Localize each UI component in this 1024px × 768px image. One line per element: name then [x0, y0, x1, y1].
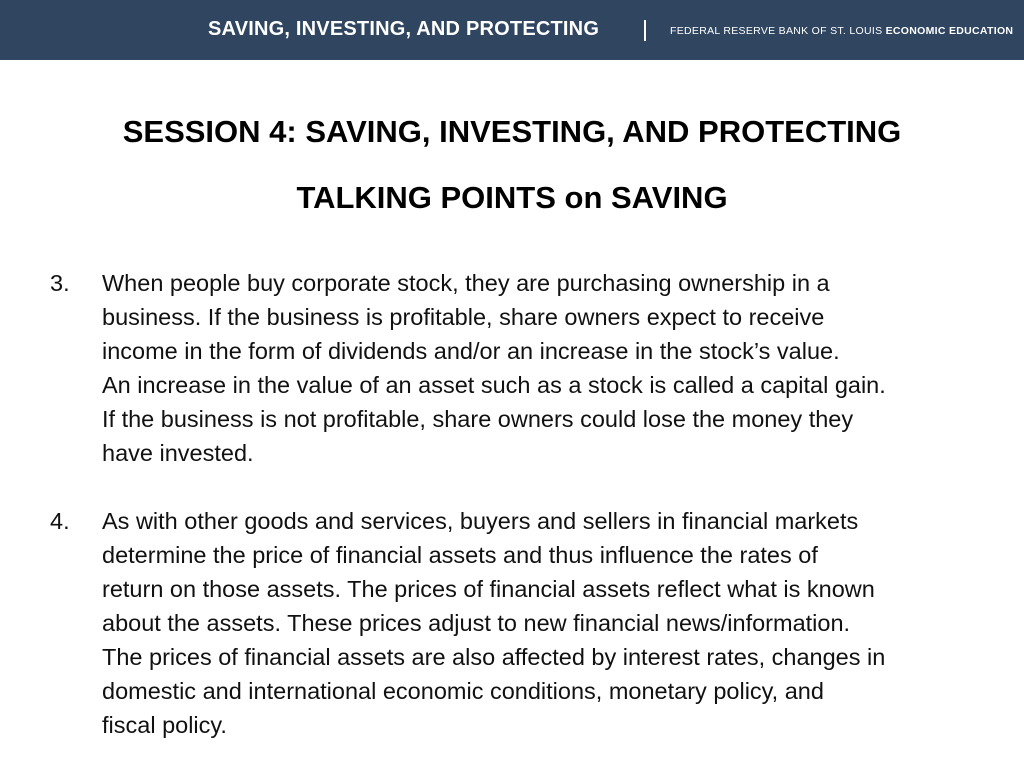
- talking-point-text: [102, 266, 970, 470]
- talking-point: [50, 504, 970, 742]
- text-line: When people buy corporate stock, they are purchasing ownership in a: [102, 270, 830, 296]
- text-line: domestic and international economic conditions, monetary policy, and: [102, 678, 824, 704]
- text-line: As with other goods and services, buyers and sellers in financial markets: [102, 508, 859, 534]
- text-line: determine the price of financial assets and thus influence the rates of: [102, 542, 818, 568]
- text-line: fiscal policy.: [102, 712, 227, 738]
- header-organization: [670, 25, 1013, 37]
- text-line: income in the form of dividends and/or an increase in the stock’s value.: [102, 338, 840, 364]
- text-line: about the assets. These prices adjust to new financial news/information.: [102, 610, 851, 636]
- slide-title: SESSION 4: SAVING, INVESTING, AND PROTECTING: [122, 114, 902, 149]
- talking-points-list: [50, 266, 970, 742]
- talking-point-text: [102, 504, 970, 742]
- talking-point-number: 3.: [50, 270, 70, 296]
- text-line: business. If the business is profitable, share owners expect to receive: [102, 304, 825, 330]
- header-divider: [644, 20, 646, 41]
- header-bar: [0, 0, 1024, 60]
- text-line: If the business is not profitable, share owners could lose the money they: [102, 406, 854, 432]
- text-line: have invested.: [102, 440, 254, 466]
- text-line: return on those assets. The prices of financial assets reflect what is known: [102, 576, 875, 602]
- header-org-name: FEDERAL RESERVE BANK OF ST. LOUIS: [670, 25, 886, 37]
- talking-point-number: 4.: [50, 508, 70, 534]
- text-line: The prices of financial assets are also affected by interest rates, changes in: [102, 644, 886, 670]
- header-title: SAVING, INVESTING, AND PROTECTING: [208, 18, 600, 40]
- header-org-department: ECONOMIC EDUCATION: [885, 25, 1014, 37]
- slide-subtitle: TALKING POINTS on SAVING: [296, 180, 728, 215]
- talking-point: [50, 266, 970, 470]
- text-line: An increase in the value of an asset such as a stock is called a capital gain.: [102, 372, 886, 398]
